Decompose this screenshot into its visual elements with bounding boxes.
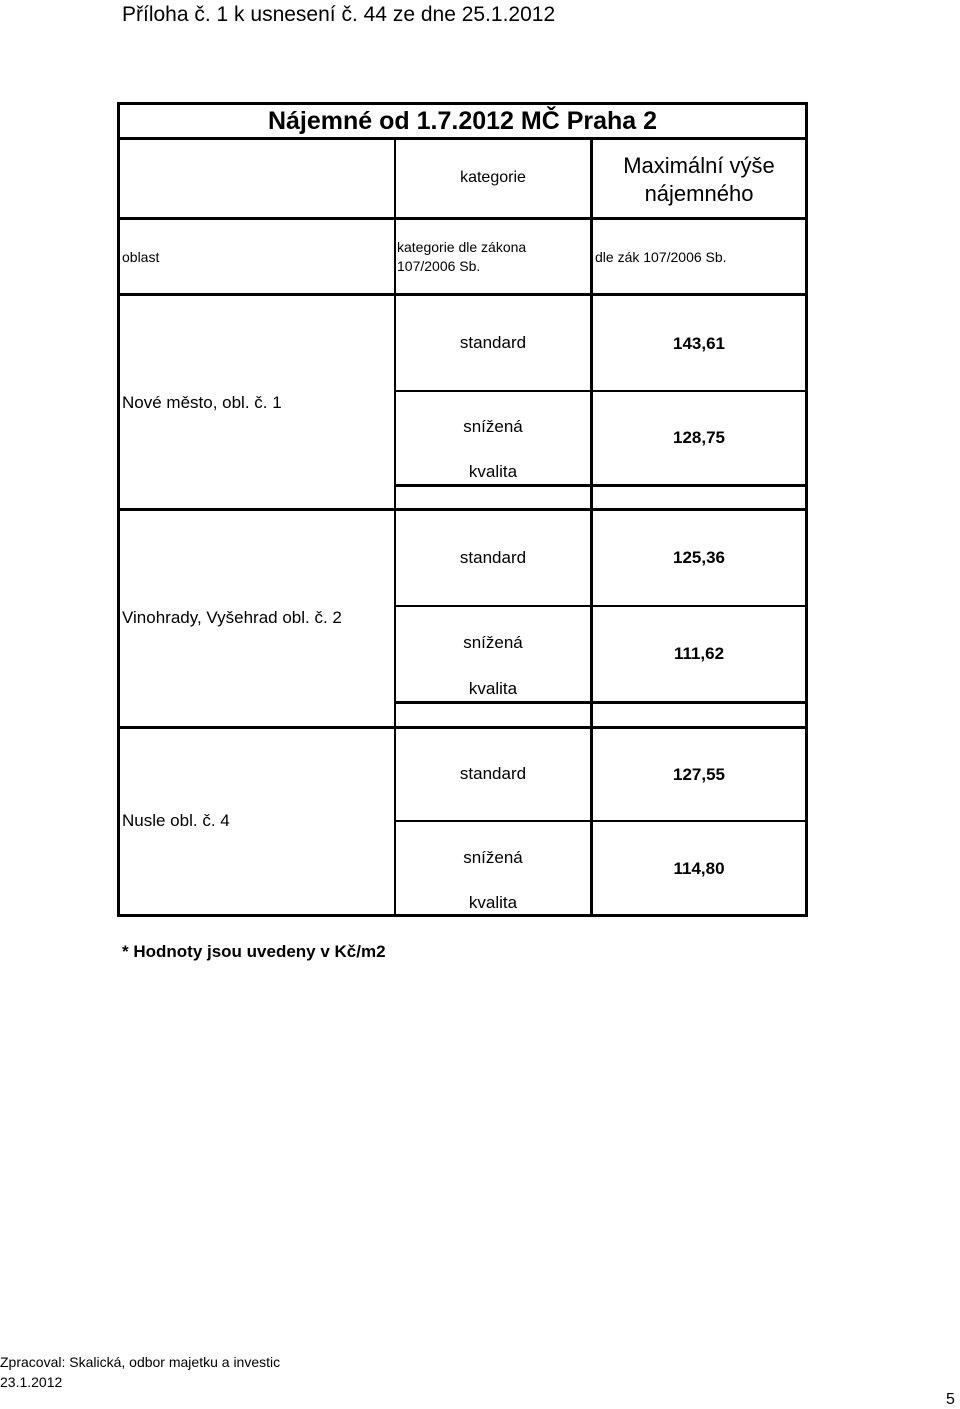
rent-value-standard: 127,55 — [673, 765, 725, 784]
table-line — [117, 914, 808, 917]
table-line — [395, 701, 808, 704]
category-reduced-line2: kvalita — [468, 679, 518, 698]
column-header-kategorie: kategorie — [460, 169, 526, 186]
table-line — [117, 217, 808, 220]
page-number: 5 — [946, 1391, 955, 1408]
table-line — [395, 390, 808, 392]
category-reduced-line1: snížená — [463, 633, 523, 652]
category-standard: standard — [459, 548, 527, 567]
subheader-oblast: oblast — [122, 249, 160, 265]
rent-value-standard: 143,61 — [673, 334, 725, 353]
table-line — [805, 102, 808, 917]
rent-value-reduced: 114,80 — [673, 859, 725, 878]
table-line — [117, 293, 808, 296]
area-name: Nové město, obl. č. 1 — [122, 393, 282, 412]
table-line — [117, 102, 808, 105]
area-name: Nusle obl. č. 4 — [122, 811, 230, 830]
footer-author: Zpracoval: Skalická, odbor majetku a investic — [0, 1354, 281, 1370]
area-name: Vinohrady, Vyšehrad obl. č. 2 — [122, 608, 342, 627]
table-line — [590, 137, 593, 917]
table-title: Nájemné od 1.7.2012 MČ Praha 2 — [267, 107, 658, 135]
table-line — [395, 605, 808, 607]
table-line — [117, 726, 808, 729]
category-standard: standard — [459, 764, 527, 783]
category-reduced-line2: kvalita — [468, 462, 518, 481]
column-header-max-line1: Maximální výše — [623, 153, 775, 178]
subheader-kategorie-line1: kategorie dle zákona — [397, 239, 527, 255]
subheader-max: dle zák 107/2006 Sb. — [595, 249, 727, 265]
table-line — [395, 820, 808, 822]
rent-value-standard: 125,36 — [673, 548, 725, 567]
category-reduced-line1: snížená — [463, 417, 523, 436]
category-reduced-line1: snížená — [463, 848, 523, 867]
footer-date: 23.1.2012 — [0, 1374, 63, 1390]
column-header-max-line2: nájemného — [644, 181, 754, 206]
rent-value-reduced: 128,75 — [673, 428, 725, 447]
units-note: * Hodnoty jsou uvedeny v Kč/m2 — [122, 942, 386, 961]
table-line — [117, 508, 808, 511]
category-standard: standard — [459, 333, 527, 352]
table-line — [394, 137, 396, 917]
subheader-kategorie-line2: 107/2006 Sb. — [397, 258, 481, 274]
rent-value-reduced: 111,62 — [673, 644, 725, 663]
attachment-header: Příloha č. 1 k usnesení č. 44 ze dne 25.1.2012 — [122, 3, 556, 26]
category-reduced-line2: kvalita — [468, 893, 518, 912]
table-line — [117, 102, 120, 917]
table-line — [395, 484, 808, 487]
table-line — [117, 137, 808, 140]
